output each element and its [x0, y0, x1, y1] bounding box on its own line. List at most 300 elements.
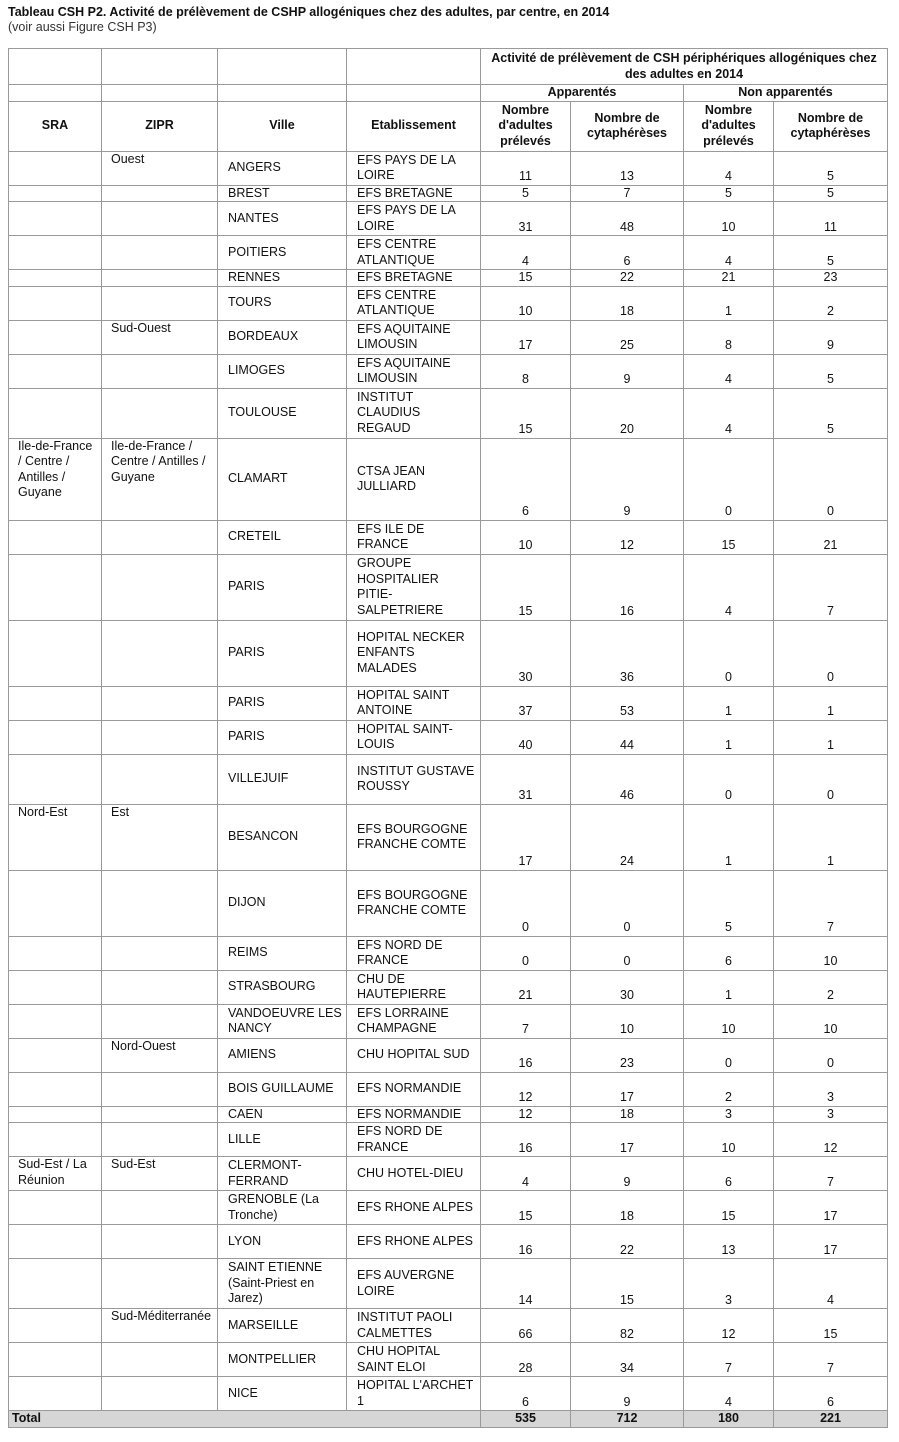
cell-sra [9, 1123, 102, 1157]
cell-cytapheres-apparentes: 18 [571, 286, 684, 320]
cell-etablissement: HOPITAL SAINT-LOUIS [347, 720, 481, 754]
cell-cytapheres-apparentes: 16 [571, 554, 684, 620]
cell-cytapheres-apparentes: 7 [571, 185, 684, 202]
cell-adultes-apparentes: 10 [481, 520, 571, 554]
cell-adultes-apparentes: 15 [481, 270, 571, 287]
header-empty [9, 85, 102, 102]
cell-adultes-non-apparentes: 10 [684, 1004, 774, 1038]
table-row [9, 1004, 888, 1038]
cell-ville: AMIENS [218, 1038, 347, 1072]
cell-adultes-non-apparentes: 0 [684, 754, 774, 804]
cell-ville: MONTPELLIER [218, 1343, 347, 1377]
cell-cytapheres-non-apparentes: 5 [774, 354, 888, 388]
cell-etablissement: CHU HOPITAL SUD [347, 1038, 481, 1072]
table-row [9, 754, 888, 804]
cell-cytapheres-apparentes: 48 [571, 202, 684, 236]
cell-cytapheres-apparentes: 25 [571, 320, 684, 354]
cell-zipr: Ouest [102, 151, 218, 185]
cell-adultes-apparentes: 8 [481, 354, 571, 388]
cell-zipr [102, 1072, 218, 1106]
table-row [9, 936, 888, 970]
cell-etablissement: EFS BRETAGNE [347, 270, 481, 287]
table-row [9, 270, 888, 287]
cell-zipr [102, 720, 218, 754]
cell-cytapheres-apparentes: 10 [571, 1004, 684, 1038]
cell-etablissement: HOPITAL L'ARCHET 1 [347, 1377, 481, 1411]
table-row [9, 1038, 888, 1072]
cell-etablissement: EFS PAYS DE LA LOIRE [347, 202, 481, 236]
cell-adultes-apparentes: 6 [481, 1377, 571, 1411]
cell-adultes-apparentes: 40 [481, 720, 571, 754]
cell-cytapheres-non-apparentes: 12 [774, 1123, 888, 1157]
cell-cytapheres-non-apparentes: 17 [774, 1191, 888, 1225]
cell-adultes-apparentes: 17 [481, 320, 571, 354]
table-row [9, 438, 888, 520]
cell-cytapheres-apparentes: 46 [571, 754, 684, 804]
cell-etablissement: EFS NORMANDIE [347, 1106, 481, 1123]
table-row [9, 388, 888, 438]
cell-adultes-non-apparentes: 2 [684, 1072, 774, 1106]
cell-sra [9, 520, 102, 554]
cell-adultes-non-apparentes: 15 [684, 520, 774, 554]
cell-ville: DIJON [218, 870, 347, 936]
total-adultes-apparentes: 535 [481, 1411, 571, 1428]
total-adultes-non-apparentes: 180 [684, 1411, 774, 1428]
table-row [9, 1157, 888, 1191]
cell-zipr [102, 1123, 218, 1157]
cell-adultes-non-apparentes: 4 [684, 236, 774, 270]
cell-sra [9, 1072, 102, 1106]
cell-etablissement: EFS NORD DE FRANCE [347, 1123, 481, 1157]
cell-cytapheres-apparentes: 53 [571, 686, 684, 720]
cell-cytapheres-non-apparentes: 0 [774, 620, 888, 686]
cell-ville: NICE [218, 1377, 347, 1411]
cell-sra [9, 151, 102, 185]
cell-adultes-non-apparentes: 1 [684, 686, 774, 720]
cell-sra [9, 388, 102, 438]
cell-adultes-apparentes: 5 [481, 185, 571, 202]
cell-etablissement: CHU DE HAUTEPIERRE [347, 970, 481, 1004]
cell-adultes-apparentes: 16 [481, 1123, 571, 1157]
cell-sra [9, 270, 102, 287]
cell-sra: Ile-de-France / Centre / Antilles / Guyane [9, 438, 102, 520]
cell-adultes-non-apparentes: 7 [684, 1343, 774, 1377]
cell-adultes-non-apparentes: 13 [684, 1225, 774, 1259]
cell-zipr [102, 286, 218, 320]
cell-cytapheres-non-apparentes: 2 [774, 286, 888, 320]
cell-cytapheres-apparentes: 15 [571, 1259, 684, 1309]
cell-adultes-non-apparentes: 1 [684, 720, 774, 754]
cell-etablissement: EFS RHONE ALPES [347, 1191, 481, 1225]
cell-cytapheres-apparentes: 0 [571, 936, 684, 970]
cell-sra [9, 1225, 102, 1259]
cell-cytapheres-non-apparentes: 7 [774, 554, 888, 620]
cell-ville: TOURS [218, 286, 347, 320]
cell-zipr [102, 202, 218, 236]
cell-cytapheres-apparentes: 12 [571, 520, 684, 554]
cell-ville: NANTES [218, 202, 347, 236]
cell-adultes-apparentes: 14 [481, 1259, 571, 1309]
table-row [9, 804, 888, 870]
table-row [9, 870, 888, 936]
cell-cytapheres-apparentes: 17 [571, 1123, 684, 1157]
cell-cytapheres-non-apparentes: 2 [774, 970, 888, 1004]
cell-cytapheres-apparentes: 9 [571, 354, 684, 388]
cell-adultes-apparentes: 17 [481, 804, 571, 870]
table-row [9, 202, 888, 236]
cell-adultes-non-apparentes: 1 [684, 804, 774, 870]
cell-ville: ANGERS [218, 151, 347, 185]
table-row [9, 1225, 888, 1259]
cell-adultes-apparentes: 21 [481, 970, 571, 1004]
table-row [9, 286, 888, 320]
cell-ville: POITIERS [218, 236, 347, 270]
cell-etablissement: HOPITAL SAINT ANTOINE [347, 686, 481, 720]
cell-cytapheres-non-apparentes: 1 [774, 720, 888, 754]
cell-adultes-apparentes: 31 [481, 754, 571, 804]
cell-zipr: Est [102, 804, 218, 870]
cell-cytapheres-apparentes: 18 [571, 1191, 684, 1225]
cell-sra [9, 1377, 102, 1411]
cell-ville: CLERMONT-FERRAND [218, 1157, 347, 1191]
cell-sra [9, 1106, 102, 1123]
cell-cytapheres-apparentes: 82 [571, 1309, 684, 1343]
cell-sra: Sud-Est / La Réunion [9, 1157, 102, 1191]
cell-zipr [102, 270, 218, 287]
cell-sra [9, 202, 102, 236]
cell-adultes-apparentes: 10 [481, 286, 571, 320]
cell-cytapheres-non-apparentes: 15 [774, 1309, 888, 1343]
table-row [9, 1123, 888, 1157]
cell-ville: BORDEAUX [218, 320, 347, 354]
cell-etablissement: INSTITUT GUSTAVE ROUSSY [347, 754, 481, 804]
cell-cytapheres-apparentes: 20 [571, 388, 684, 438]
cell-cytapheres-non-apparentes: 1 [774, 804, 888, 870]
cell-cytapheres-non-apparentes: 0 [774, 1038, 888, 1072]
cell-cytapheres-non-apparentes: 7 [774, 1157, 888, 1191]
cell-adultes-non-apparentes: 4 [684, 354, 774, 388]
cell-ville: BESANCON [218, 804, 347, 870]
cell-ville: CAEN [218, 1106, 347, 1123]
table-row [9, 1259, 888, 1309]
cell-zipr: Sud-Est [102, 1157, 218, 1191]
total-label: Total [9, 1411, 481, 1428]
cell-cytapheres-apparentes: 24 [571, 804, 684, 870]
cell-cytapheres-non-apparentes: 3 [774, 1106, 888, 1123]
cell-cytapheres-non-apparentes: 0 [774, 438, 888, 520]
cell-zipr [102, 936, 218, 970]
cell-adultes-apparentes: 6 [481, 438, 571, 520]
cell-adultes-apparentes: 66 [481, 1309, 571, 1343]
cell-sra [9, 236, 102, 270]
cell-ville: LIMOGES [218, 354, 347, 388]
cell-sra [9, 1259, 102, 1309]
cell-adultes-non-apparentes: 0 [684, 620, 774, 686]
cell-ville: MARSEILLE [218, 1309, 347, 1343]
cell-cytapheres-apparentes: 30 [571, 970, 684, 1004]
cell-etablissement: EFS CENTRE ATLANTIQUE [347, 286, 481, 320]
cell-cytapheres-apparentes: 6 [571, 236, 684, 270]
cell-sra [9, 1038, 102, 1072]
cell-cytapheres-non-apparentes: 6 [774, 1377, 888, 1411]
cell-zipr [102, 1377, 218, 1411]
cell-adultes-non-apparentes: 10 [684, 202, 774, 236]
table-row [9, 320, 888, 354]
cell-zipr [102, 554, 218, 620]
table-row [9, 970, 888, 1004]
cell-sra [9, 720, 102, 754]
cell-cytapheres-apparentes: 22 [571, 1225, 684, 1259]
column-header-adultes-non-apparentes: Nombre d'adultes prélevés [684, 101, 774, 151]
cell-ville: STRASBOURG [218, 970, 347, 1004]
cell-adultes-apparentes: 0 [481, 870, 571, 936]
table-row [9, 1377, 888, 1411]
cell-cytapheres-non-apparentes: 5 [774, 151, 888, 185]
cell-zipr [102, 1259, 218, 1309]
cell-adultes-non-apparentes: 21 [684, 270, 774, 287]
cell-adultes-non-apparentes: 6 [684, 936, 774, 970]
cell-ville: LILLE [218, 1123, 347, 1157]
header-empty [102, 49, 218, 85]
cell-sra: Nord-Est [9, 804, 102, 870]
column-header-cytapheres-apparentes: Nombre de cytaphérèses [571, 101, 684, 151]
cell-etablissement: CHU HOTEL-DIEU [347, 1157, 481, 1191]
cell-adultes-non-apparentes: 3 [684, 1259, 774, 1309]
cell-adultes-non-apparentes: 5 [684, 185, 774, 202]
cell-etablissement: EFS BRETAGNE [347, 185, 481, 202]
cell-etablissement: INSTITUT PAOLI CALMETTES [347, 1309, 481, 1343]
cell-sra [9, 754, 102, 804]
table-row [9, 1106, 888, 1123]
cell-zipr [102, 388, 218, 438]
cell-cytapheres-apparentes: 22 [571, 270, 684, 287]
cell-cytapheres-non-apparentes: 23 [774, 270, 888, 287]
column-header-etablissement: Etablissement [347, 101, 481, 151]
cell-ville: REIMS [218, 936, 347, 970]
cell-etablissement: EFS NORD DE FRANCE [347, 936, 481, 970]
table-row [9, 620, 888, 686]
table-row [9, 185, 888, 202]
cell-adultes-apparentes: 30 [481, 620, 571, 686]
cell-adultes-non-apparentes: 8 [684, 320, 774, 354]
cell-adultes-apparentes: 16 [481, 1038, 571, 1072]
cell-cytapheres-non-apparentes: 0 [774, 754, 888, 804]
cell-zipr [102, 520, 218, 554]
table-row [9, 354, 888, 388]
cell-zipr [102, 236, 218, 270]
cell-adultes-non-apparentes: 4 [684, 1377, 774, 1411]
cell-etablissement: GROUPE HOSPITALIER PITIE-SALPETRIERE [347, 554, 481, 620]
cell-zipr: Sud-Méditerranée [102, 1309, 218, 1343]
header-empty [347, 49, 481, 85]
table-row [9, 1072, 888, 1106]
cell-adultes-apparentes: 15 [481, 1191, 571, 1225]
cell-cytapheres-non-apparentes: 5 [774, 388, 888, 438]
cell-cytapheres-apparentes: 13 [571, 151, 684, 185]
cell-adultes-non-apparentes: 3 [684, 1106, 774, 1123]
cell-zipr: Nord-Ouest [102, 1038, 218, 1072]
table-row [9, 1191, 888, 1225]
table-row [9, 151, 888, 185]
cell-cytapheres-non-apparentes: 10 [774, 936, 888, 970]
cell-zipr [102, 1106, 218, 1123]
cell-etablissement: CHU HOPITAL SAINT ELOI [347, 1343, 481, 1377]
cell-ville: BREST [218, 185, 347, 202]
cell-zipr: Ile-de-France / Centre / Antilles / Guyane [102, 438, 218, 520]
cell-adultes-apparentes: 16 [481, 1225, 571, 1259]
cell-etablissement: EFS AQUITAINE LIMOUSIN [347, 320, 481, 354]
cell-etablissement: EFS BOURGOGNE FRANCHE COMTE [347, 870, 481, 936]
header-empty [9, 49, 102, 85]
cell-cytapheres-non-apparentes: 17 [774, 1225, 888, 1259]
cell-adultes-apparentes: 7 [481, 1004, 571, 1038]
cell-ville: LYON [218, 1225, 347, 1259]
cell-sra [9, 686, 102, 720]
cell-etablissement: EFS AUVERGNE LOIRE [347, 1259, 481, 1309]
cell-zipr [102, 1004, 218, 1038]
table-row [9, 520, 888, 554]
cell-cytapheres-non-apparentes: 9 [774, 320, 888, 354]
cell-cytapheres-non-apparentes: 10 [774, 1004, 888, 1038]
cell-sra [9, 1004, 102, 1038]
cell-zipr [102, 1225, 218, 1259]
cell-ville: CRETEIL [218, 520, 347, 554]
cell-adultes-non-apparentes: 12 [684, 1309, 774, 1343]
cell-cytapheres-non-apparentes: 7 [774, 1343, 888, 1377]
cell-sra [9, 620, 102, 686]
cell-zipr: Sud-Ouest [102, 320, 218, 354]
cell-etablissement: EFS RHONE ALPES [347, 1225, 481, 1259]
column-header-adultes-apparentes: Nombre d'adultes prélevés [481, 101, 571, 151]
total-row [9, 1411, 888, 1428]
column-header-ville: Ville [218, 101, 347, 151]
table-row [9, 720, 888, 754]
header-empty [347, 85, 481, 102]
cell-cytapheres-non-apparentes: 11 [774, 202, 888, 236]
cell-sra [9, 286, 102, 320]
cell-cytapheres-apparentes: 0 [571, 870, 684, 936]
cell-ville: BOIS GUILLAUME [218, 1072, 347, 1106]
cell-etablissement: EFS ILE DE FRANCE [347, 520, 481, 554]
cell-ville: PARIS [218, 620, 347, 686]
cell-etablissement: EFS AQUITAINE LIMOUSIN [347, 354, 481, 388]
activity-table [8, 48, 888, 1428]
table-title: Tableau CSH P2. Activité de prélèvement de CSHP allogéniques chez des adultes, par centre, en 2014 [8, 5, 610, 19]
cell-adultes-non-apparentes: 1 [684, 970, 774, 1004]
cell-cytapheres-non-apparentes: 7 [774, 870, 888, 936]
header-row-sub [9, 85, 888, 102]
cell-cytapheres-apparentes: 17 [571, 1072, 684, 1106]
cell-adultes-apparentes: 12 [481, 1072, 571, 1106]
cell-cytapheres-non-apparentes: 3 [774, 1072, 888, 1106]
cell-ville: TOULOUSE [218, 388, 347, 438]
cell-sra [9, 1309, 102, 1343]
cell-etablissement: INSTITUT CLAUDIUS REGAUD [347, 388, 481, 438]
cell-cytapheres-non-apparentes: 1 [774, 686, 888, 720]
cell-ville: VILLEJUIF [218, 754, 347, 804]
cell-zipr [102, 686, 218, 720]
cell-zipr [102, 185, 218, 202]
cell-sra [9, 185, 102, 202]
header-apparentes: Apparentés [481, 85, 684, 102]
header-row-columns [9, 101, 888, 151]
cell-adultes-apparentes: 28 [481, 1343, 571, 1377]
cell-cytapheres-apparentes: 9 [571, 1377, 684, 1411]
column-header-cytapheres-non-apparentes: Nombre de cytaphérèses [774, 101, 888, 151]
cell-sra [9, 1191, 102, 1225]
header-non-apparentes: Non apparentés [684, 85, 888, 102]
table-row [9, 1309, 888, 1343]
cell-adultes-non-apparentes: 15 [684, 1191, 774, 1225]
cell-cytapheres-non-apparentes: 21 [774, 520, 888, 554]
table-row [9, 686, 888, 720]
cell-etablissement: EFS CENTRE ATLANTIQUE [347, 236, 481, 270]
cell-zipr [102, 870, 218, 936]
header-empty [218, 49, 347, 85]
cell-sra [9, 320, 102, 354]
cell-adultes-apparentes: 15 [481, 554, 571, 620]
table-row [9, 1343, 888, 1377]
cell-sra [9, 870, 102, 936]
cell-adultes-apparentes: 15 [481, 388, 571, 438]
table-caption [8, 5, 609, 35]
cell-etablissement: EFS LORRAINE CHAMPAGNE [347, 1004, 481, 1038]
cell-cytapheres-apparentes: 9 [571, 1157, 684, 1191]
table-row [9, 236, 888, 270]
table-subtitle: (voir aussi Figure CSH P3) [8, 20, 157, 34]
cell-adultes-non-apparentes: 4 [684, 388, 774, 438]
cell-cytapheres-non-apparentes: 4 [774, 1259, 888, 1309]
cell-adultes-non-apparentes: 10 [684, 1123, 774, 1157]
cell-adultes-apparentes: 12 [481, 1106, 571, 1123]
cell-zipr [102, 354, 218, 388]
header-empty [218, 85, 347, 102]
table-row [9, 554, 888, 620]
cell-cytapheres-non-apparentes: 5 [774, 236, 888, 270]
cell-adultes-apparentes: 31 [481, 202, 571, 236]
cell-adultes-non-apparentes: 4 [684, 554, 774, 620]
cell-cytapheres-non-apparentes: 5 [774, 185, 888, 202]
cell-cytapheres-apparentes: 18 [571, 1106, 684, 1123]
cell-ville: PARIS [218, 720, 347, 754]
cell-cytapheres-apparentes: 9 [571, 438, 684, 520]
cell-etablissement: EFS PAYS DE LA LOIRE [347, 151, 481, 185]
column-header-zipr: ZIPR [102, 101, 218, 151]
cell-sra [9, 354, 102, 388]
cell-zipr [102, 970, 218, 1004]
column-header-sra: SRA [9, 101, 102, 151]
cell-zipr [102, 620, 218, 686]
cell-sra [9, 554, 102, 620]
total-cytapheres-non-apparentes: 221 [774, 1411, 888, 1428]
cell-adultes-non-apparentes: 4 [684, 151, 774, 185]
cell-ville: PARIS [218, 686, 347, 720]
cell-etablissement: HOPITAL NECKER ENFANTS MALADES [347, 620, 481, 686]
cell-adultes-non-apparentes: 1 [684, 286, 774, 320]
cell-etablissement: CTSA JEAN JULLIARD [347, 438, 481, 520]
cell-ville: PARIS [218, 554, 347, 620]
cell-ville: RENNES [218, 270, 347, 287]
header-row-group [9, 49, 888, 85]
cell-zipr [102, 1191, 218, 1225]
cell-adultes-apparentes: 37 [481, 686, 571, 720]
cell-ville: CLAMART [218, 438, 347, 520]
cell-zipr [102, 1343, 218, 1377]
cell-cytapheres-apparentes: 23 [571, 1038, 684, 1072]
cell-adultes-non-apparentes: 0 [684, 1038, 774, 1072]
table-body [9, 151, 888, 1411]
cell-adultes-apparentes: 4 [481, 1157, 571, 1191]
